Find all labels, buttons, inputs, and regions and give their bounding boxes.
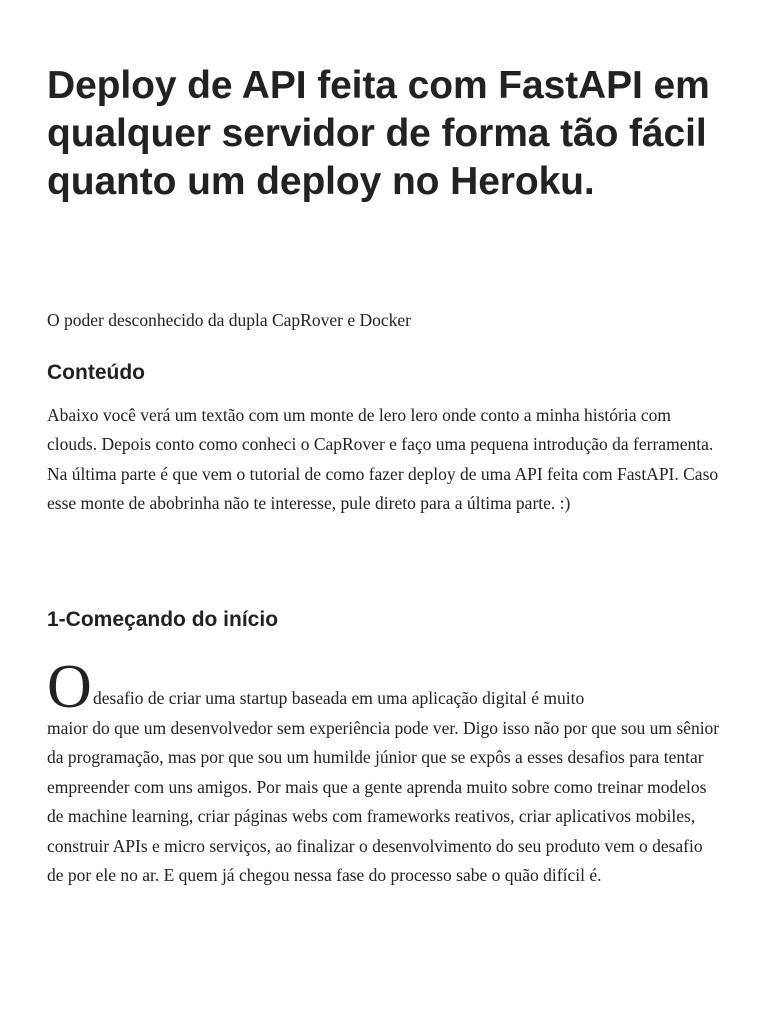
drop-cap-letter: O [47, 653, 92, 721]
article-subtitle: O poder desconhecido da dupla CapRover e Docker [47, 310, 411, 330]
start-paragraph: maior do que um desenvolvedor sem experiência pode ver. Digo isso não por que sou um sênior da programação, mas por que sou um humilde júnior que se expôs a esses desafios para tentar empreender com uns amigos. Por mais que a gente aprenda muito sobre como treinar modelos de machine learning, criar páginas webs com frameworks reativos, criar aplicativos mobiles, construir APIs e micro serviços, ao finalizar o desenvolvimento do seu produto vem o desafio de por ele no ar. E quem já chegou nessa fase do processo sabe o quão difícil é. [47, 718, 720, 886]
section-heading-start: 1-Começando do início [47, 608, 279, 631]
section-heading-contents: Conteúdo [47, 361, 145, 384]
first-line-text: desafio de criar uma startup baseada em uma aplicação digital é muito [93, 688, 585, 708]
dropcap-line [47, 653, 727, 721]
contents-paragraph: Abaixo você verá um textão com um monte de lero lero onde conto a minha história com clouds. Depois conto como conheci o CapRover e faço uma pequena introdução da ferramenta. Na última parte é que vem o tutorial de como fazer deploy de uma API feita com FastAPI. Caso esse monte de abobrinha não te interesse, pule direto para a última parte. :) [47, 405, 719, 514]
article [47, 62, 727, 886]
article-title: Deploy de API feita com FastAPI em qualquer servidor de forma tão fácil quanto um deploy no Heroku. [47, 64, 710, 203]
